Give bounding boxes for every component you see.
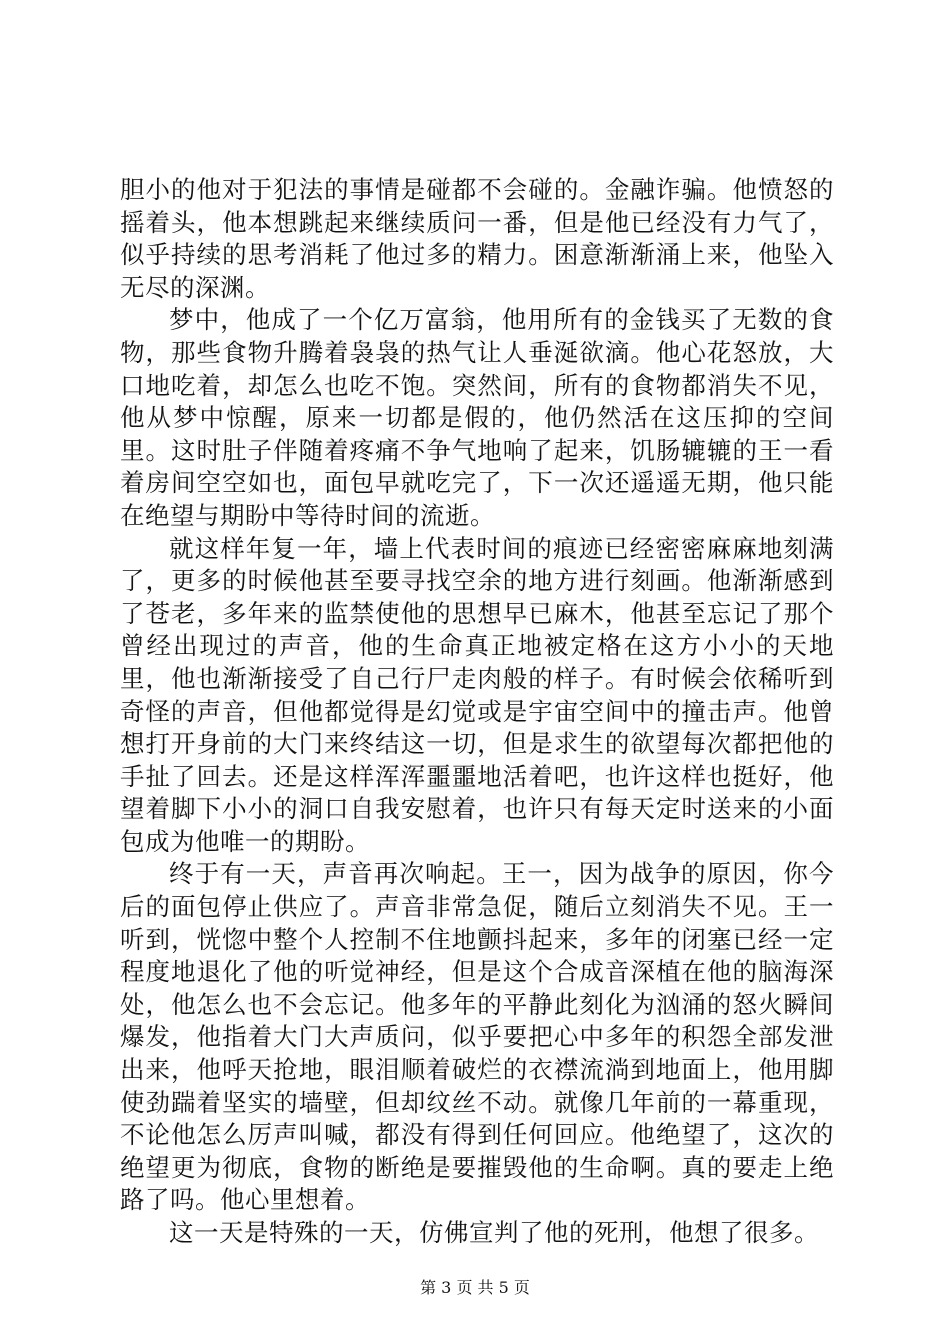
paragraph-3: 就这样年复一年，墙上代表时间的痕迹已经密密麻麻地刻满了，更多的时候他甚至要寻找空余的地方进行刻画。他渐渐感到了苍老，多年来的监禁使他的思想早已麻木，他甚至忘记了那个曾经出现过的声音，他的生命真正地被定格在这方小小的天地里，他也渐渐接受了自己行尸走肉般的样子。有时候会依稀听到奇怪的声音，但他都觉得是幻觉或是宇宙空间中的撞击声。他曾想打开身前的大门来终结这一切，但是求生的欲望每次都把他的手扯了回去。还是这样浑浑噩噩地活着吧，也许这样也挺好，他望着脚下小小的洞口自我安慰着，也许只有每天定时送来的小面包成为他唯一的期盼。: [120, 533, 834, 856]
paragraph-2: 梦中，他成了一个亿万富翁，他用所有的金钱买了无数的食物，那些食物升腾着袅袅的热气让人垂涎欲滴。他心花怒放，大口地吃着，却怎么也吃不饱。突然间，所有的食物都消失不见，他从梦中惊醒，原来一切都是假的，他仍然活在这压抑的空间里。这时肚子伴随着疼痛不争气地响了起来，饥肠辘辘的王一看着房间空空如也，面包早就吃完了，下一次还遥遥无期，他只能在绝望与期盼中等待时间的流逝。: [120, 305, 834, 530]
paragraph-4: 终于有一天，声音再次响起。王一，因为战争的原因，你今后的面包停止供应了。声音非常急促，随后立刻消失不见。王一听到，恍惚中整个人控制不住地颤抖起来，多年的闭塞已经一定程度地退化了他的听觉神经，但是这个合成音深植在他的脑海深处，他怎么也不会忘记。他多年的平静此刻化为汹涌的怒火瞬间爆发，他指着大门大声质问，似乎要把心中多年的积怨全部发泄出来，他呼天抢地，眼泪顺着破烂的衣襟流淌到地面上，他用脚使劲踹着坚实的墙壁，但却纹丝不动。就像几年前的一幕重现，不论他怎么厉声叫喊，都没有得到任何回应。他绝望了，这次的绝望更为彻底，食物的断绝是要摧毁他的生命啊。真的要走上绝路了吗。他心里想着。: [120, 859, 834, 1215]
document-body: [120, 174, 834, 1250]
paragraph-5: 这一天是特殊的一天，仿佛宣判了他的死刑，他想了很多。: [169, 1218, 819, 1247]
page-number-footer: 第 3 页 共 5 页: [420, 1278, 530, 1297]
paragraph-1: 胆小的他对于犯法的事情是碰都不会碰的。金融诈骗。他愤怒的摇着头，他本想跳起来继续质问一番，但是他已经没有力气了，似乎持续的思考消耗了他过多的精力。困意渐渐涌上来，他坠入无尽的深渊。: [120, 175, 834, 302]
